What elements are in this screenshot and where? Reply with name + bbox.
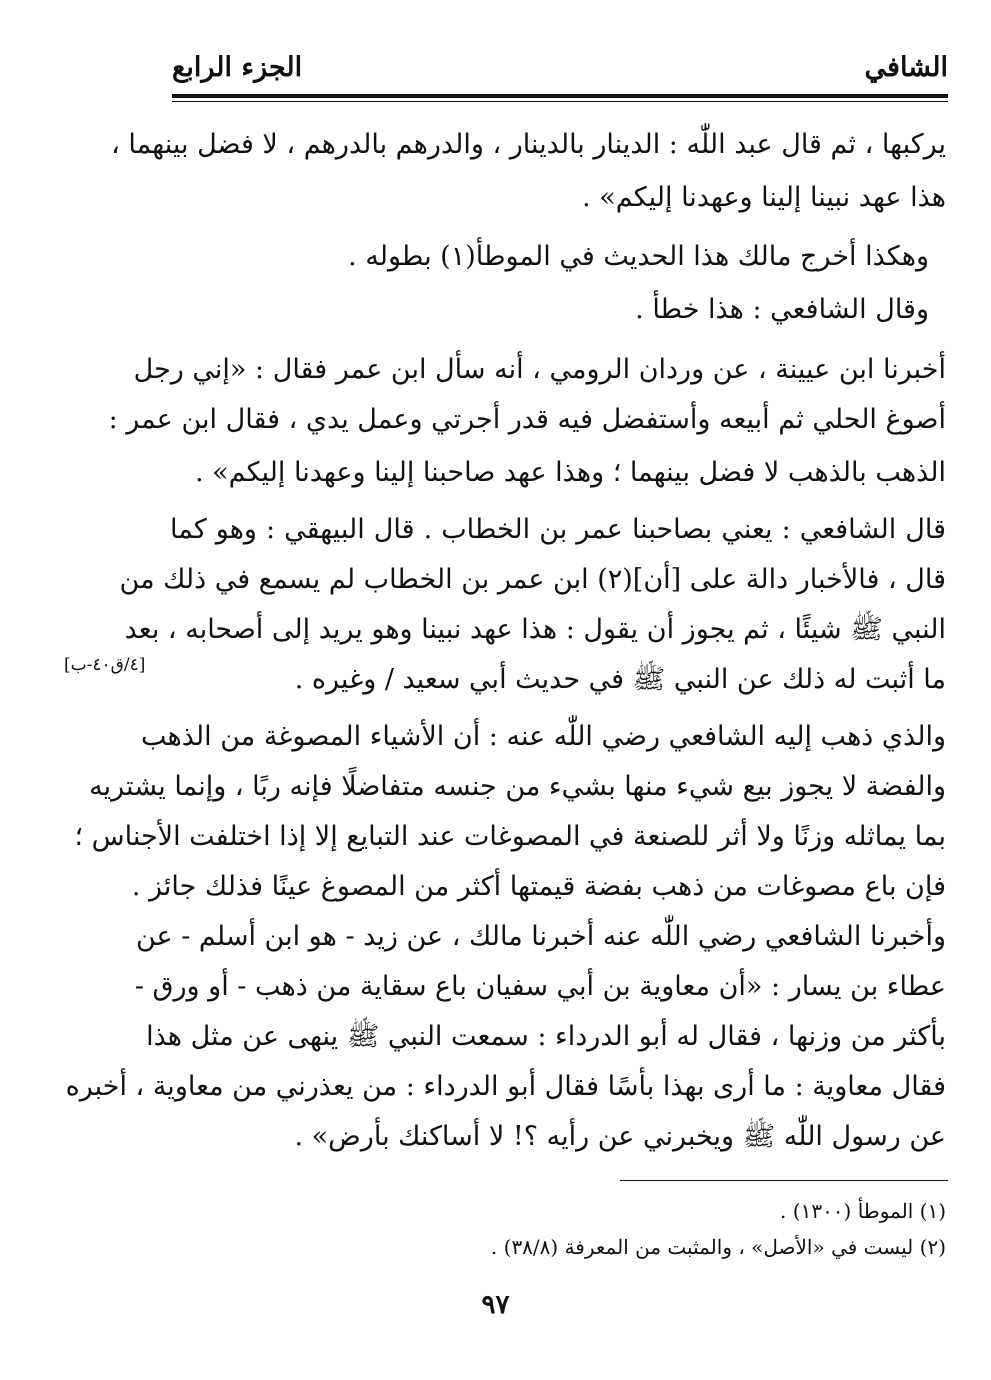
text-line: والفضة لا يجوز بيع شيء منها بشيء من جنسه متفاضلًا فإنه ربًا ، وإنما يشتريه <box>89 771 946 802</box>
manuscript-folio-note: [٤/ق٤٠-ب] <box>64 655 146 675</box>
text-line: الذهب بالذهب لا فضل بينهما ؛ وهذا عهد صاحبنا إلينا وعهدنا إليكم» . <box>194 457 946 488</box>
text-line: وهكذا أخرج مالك هذا الحديث في الموطأ(١) بطوله . <box>348 241 929 272</box>
header-rule-thick <box>172 94 948 98</box>
part-label: الجزء الرابع <box>172 52 303 83</box>
page-number: ٩٧ <box>481 1290 510 1320</box>
text-line: وأخبرنا الشافعي رضي اللّٰه عنه أخبرنا مالك ، عن زيد - هو ابن أسلم - عن <box>135 921 946 952</box>
text-line: والذي ذهب إليه الشافعي رضي اللّٰه عنه : أن الأشياء المصوغة من الذهب <box>141 721 946 752</box>
text-line: عن رسول اللّٰه ﷺ ويخبرني عن رأيه ؟! لا أساكنك بأرض» . <box>294 1121 946 1152</box>
text-line: قال ، فالأخبار دالة على [أن](٢) ابن عمر بن الخطاب لم يسمع في ذلك من <box>119 564 946 595</box>
text-line: عطاء بن يسار : «أن معاوية بن أبي سفيان باع سقاية من ذهب - أو ورق - <box>134 971 946 1002</box>
text-line: قال الشافعي : يعني بصاحبنا عمر بن الخطاب . قال البيهقي : وهو كما <box>170 514 946 545</box>
header-rule-thin <box>172 101 948 102</box>
text-line: أصوغ الحلي ثم أبيعه وأستفضل فيه قدر أجرتي وعمل يدي ، فقال ابن عمر : <box>108 404 946 435</box>
footnote: (٢) ليست في «الأصل» ، والمثبت من المعرفة (٣٨/٨) . <box>490 1235 946 1259</box>
footnote-rule <box>620 1180 948 1181</box>
running-header <box>172 50 948 90</box>
text-line: فقال معاوية : ما أرى بهذا بأسًا فقال أبو الدرداء : من يعذرني من معاوية ، أخبره <box>65 1071 946 1102</box>
text-line: يركبها ، ثم قال عبد اللّٰه : الدينار بالدينار ، والدرهم بالدرهم ، لا فضل بينهما ، <box>111 129 946 160</box>
text-line: فإن باع مصوغات من ذهب بفضة قيمتها أكثر من المصوغ عينًا فذلك جائز . <box>131 871 946 902</box>
text-line: بما يماثله وزنًا ولا أثر للصنعة في المصوغات عند التبايع إلا إذا اختلفت الأجناس ؛ <box>74 821 946 852</box>
book-title: الشافي <box>864 52 948 83</box>
text-line: بأكثر من وزنها ، فقال له أبو الدرداء : سمعت النبي ﷺ ينهى عن مثل هذا <box>146 1021 946 1052</box>
text-line: أخبرنا ابن عيينة ، عن وردان الرومي ، أنه سأل ابن عمر فقال : «إني رجل <box>133 354 946 385</box>
text-line: وقال الشافعي : هذا خطأ . <box>635 294 929 325</box>
text-line: هذا عهد نبينا إلينا وعهدنا إليكم» . <box>582 182 946 213</box>
text-line: ما أثبت له ذلك عن النبي ﷺ في حديث أبي سعيد / وغيره . <box>294 664 946 695</box>
text-line: النبي ﷺ شيئًا ، ثم يجوز أن يقول : هذا عهد نبينا وهو يريد إلى أصحابه ، بعد <box>124 614 946 645</box>
footnote: (١) الموطأ (١٣٠٠) . <box>780 1199 946 1223</box>
